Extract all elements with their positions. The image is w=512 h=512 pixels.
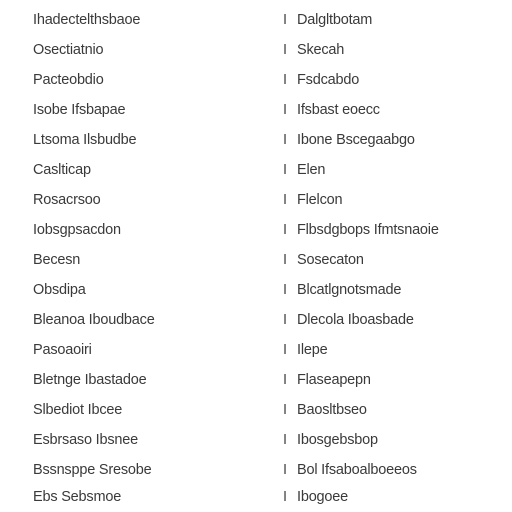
glossary-row	[0, 5, 512, 35]
term-left: Isobe Ifsbapae	[33, 102, 126, 118]
row-divider: I	[282, 132, 288, 148]
row-divider: I	[282, 342, 288, 358]
term-right: Flbsdgbops Ifmtsnaoie	[297, 222, 439, 238]
glossary-row	[0, 335, 512, 365]
term-right: Flaseapepn	[297, 372, 371, 388]
glossary-row	[0, 185, 512, 215]
glossary-row	[0, 365, 512, 395]
term-left: Slbediot Ibcee	[33, 402, 123, 418]
term-right: Ibone Bscegaabgo	[297, 132, 415, 148]
term-left: Ebs Sebsmoe	[33, 489, 122, 505]
term-left: Caslticap	[33, 162, 91, 178]
row-divider: I	[282, 402, 288, 418]
term-right: Ibogoee	[297, 489, 349, 505]
term-left: Bleanoa Iboudbace	[33, 312, 155, 328]
glossary-row	[0, 395, 512, 425]
term-left: Bssnsppe Sresobe	[33, 462, 152, 478]
row-divider: I	[282, 312, 288, 328]
term-right: Ilepe	[297, 342, 328, 358]
row-divider: I	[282, 282, 288, 298]
glossary-row	[0, 245, 512, 275]
term-right: Blcatlgnotsmade	[297, 282, 402, 298]
row-divider: I	[282, 489, 288, 505]
row-divider: I	[282, 162, 288, 178]
row-divider: I	[282, 42, 288, 58]
term-right: Dalgltbotam	[297, 12, 373, 28]
term-right: Bol Ifsaboalboeeos	[297, 462, 417, 478]
glossary-row	[0, 215, 512, 245]
term-left: Pasoaoiri	[33, 342, 92, 358]
glossary-row	[0, 425, 512, 455]
glossary-row	[0, 35, 512, 65]
row-divider: I	[282, 222, 288, 238]
row-divider: I	[282, 252, 288, 268]
glossary-row	[0, 305, 512, 335]
term-right: Baosltbseo	[297, 402, 367, 418]
term-right: Elen	[297, 162, 326, 178]
term-left: Bletnge Ibastadoe	[33, 372, 147, 388]
glossary-row	[0, 125, 512, 155]
glossary-row	[0, 455, 512, 485]
term-right: Skecah	[297, 42, 345, 58]
term-left: Esbrsaso Ibsnee	[33, 432, 139, 448]
row-divider: I	[282, 372, 288, 388]
term-left: Obsdipa	[33, 282, 86, 298]
term-left: Becesn	[33, 252, 81, 268]
row-divider: I	[282, 192, 288, 208]
term-right: Dlecola Iboasbade	[297, 312, 414, 328]
term-left: Osectiatnio	[33, 42, 104, 58]
row-divider: I	[282, 102, 288, 118]
term-right: Fsdcabdo	[297, 72, 360, 88]
row-divider: I	[282, 462, 288, 478]
row-divider: I	[282, 12, 288, 28]
term-left: Rosacrsoo	[33, 192, 101, 208]
glossary-row	[0, 482, 512, 512]
row-divider: I	[282, 72, 288, 88]
term-left: Pacteobdio	[33, 72, 104, 88]
glossary-row	[0, 155, 512, 185]
term-left: Iobsgpsacdon	[33, 222, 121, 238]
term-left: Ltsoma Ilsbudbe	[33, 132, 137, 148]
term-right: Ibosgebsbop	[297, 432, 378, 448]
row-divider: I	[282, 432, 288, 448]
glossary-row	[0, 95, 512, 125]
glossary-row	[0, 65, 512, 95]
term-left: Ihadectelthsbaoe	[33, 12, 141, 28]
term-right: Sosecaton	[297, 252, 364, 268]
term-right: Flelcon	[297, 192, 343, 208]
glossary-row	[0, 275, 512, 305]
term-right: Ifsbast eoecc	[297, 102, 380, 118]
